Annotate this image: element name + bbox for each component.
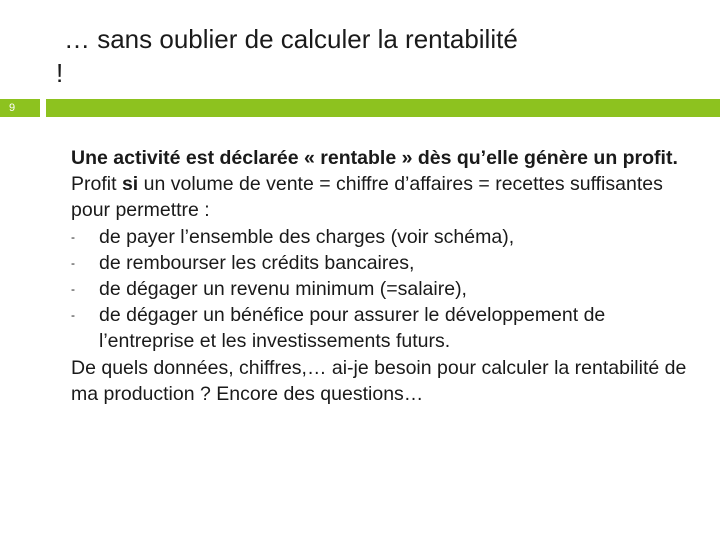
bullet-text: de payer l’ensemble des charges (voir schéma), (99, 225, 515, 248)
bullet-dash: - (71, 282, 75, 297)
closing-question: De quels données, chiffres,… ai-je besoin pour calculer la rentabilité de ma production ? Encore des questions… (71, 356, 687, 405)
bullet-dash: - (71, 229, 75, 244)
bullet-text: de rembourser les crédits bancaires, (99, 251, 415, 274)
slide-title-line2: ! (56, 58, 64, 88)
accent-bar-left (0, 99, 40, 117)
list-item (71, 276, 701, 302)
slide-title-line1: … sans oublier de calculer la rentabilité (64, 24, 518, 54)
profit-condition (71, 171, 701, 223)
accent-bar-right (46, 99, 720, 117)
bullet-text: de dégager un bénéfice pour assurer le développement de l’entreprise et les investissements futurs. (99, 304, 606, 353)
slide-number: 9 (9, 102, 16, 114)
slide-title (56, 22, 696, 90)
list-item (71, 302, 701, 354)
bullet-dash: - (71, 308, 75, 323)
si-keyword: si (121, 173, 139, 196)
bullet-text: de dégager un revenu minimum (=salaire), (99, 278, 467, 301)
profit-label: Profit (71, 173, 117, 196)
lead-statement: Une activité est déclarée « rentable » dès qu’elle génère un profit. (71, 147, 678, 169)
bullet-dash: - (71, 255, 75, 270)
list-item (71, 224, 701, 250)
bullet-list (71, 224, 701, 355)
list-item (71, 250, 701, 276)
slide-body (71, 145, 701, 407)
condition-text: un volume de vente = chiffre d’affaires = recettes suffisantes pour permettre : (71, 173, 663, 222)
